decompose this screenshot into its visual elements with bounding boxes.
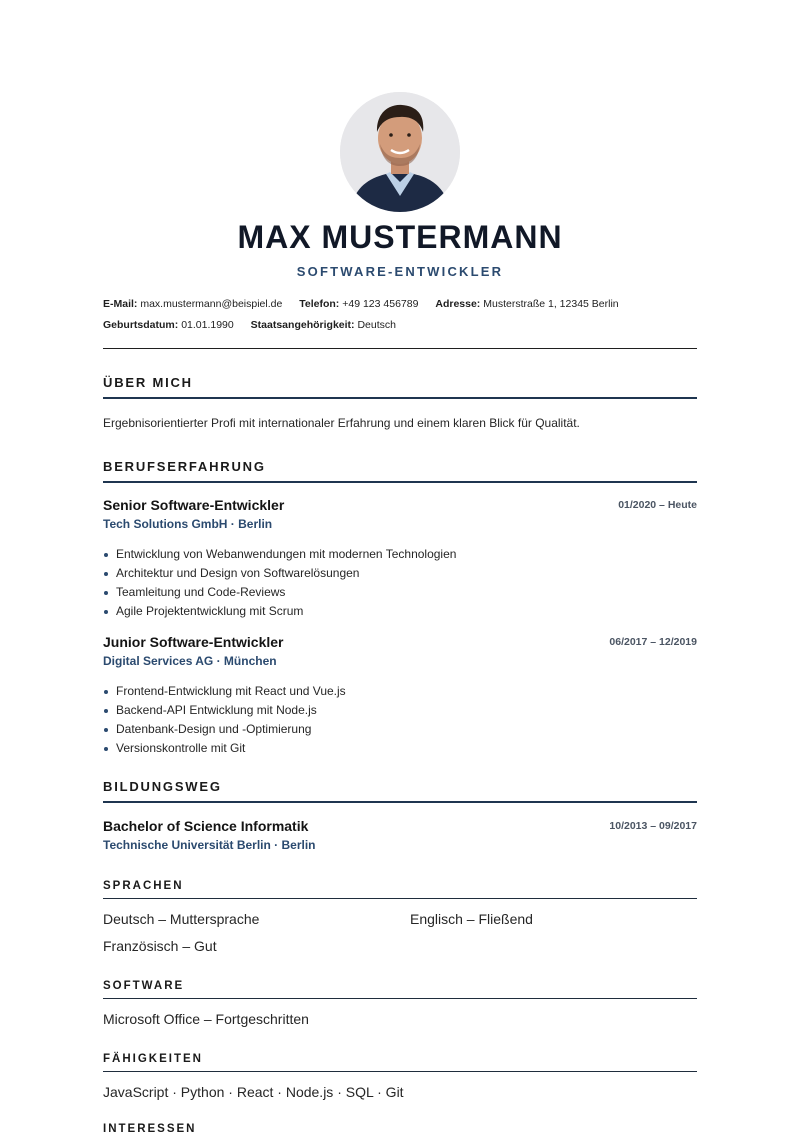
section-software [103, 980, 697, 999]
section-divider [103, 898, 697, 899]
section-education [103, 779, 697, 803]
contact-nationality: Staatsangehörigkeit: Deutsch [250, 319, 396, 331]
contact-email: E-Mail: max.mustermann@beispiel.de [103, 298, 283, 310]
job-date: 06/2017 – 12/2019 [609, 636, 697, 648]
section-title: SPRACHEN [103, 880, 184, 892]
degree-title: Bachelor of Science Informatik [103, 818, 309, 834]
list-item: Versionskontrolle mit Git [103, 739, 697, 758]
section-divider [103, 1071, 697, 1072]
section-skills [103, 1053, 697, 1072]
skills-text: JavaScript · Python · React · Node.js · SQL · Git [103, 1084, 404, 1100]
list-item: Frontend-Entwicklung mit React und Vue.js [103, 682, 697, 701]
school-name: Technische Universität Berlin · Berlin [103, 838, 316, 852]
list-item: Datenbank-Design und -Optimierung [103, 720, 697, 739]
section-languages [103, 880, 697, 899]
contact-phone: Telefon: +49 123 456789 [299, 298, 419, 310]
section-about [103, 375, 697, 399]
section-divider [103, 998, 697, 999]
education-date: 10/2013 – 09/2017 [609, 820, 697, 832]
job-date: 01/2020 – Heute [618, 499, 697, 511]
about-text: Ergebnisorientierter Profi mit internationaler Erfahrung und einem klaren Blick für Qualität. [103, 416, 580, 430]
job-company: Tech Solutions GmbH · Berlin [103, 517, 273, 531]
contact-row-1 [103, 298, 697, 310]
education-entry [103, 818, 697, 852]
section-title: FÄHIGKEITEN [103, 1053, 203, 1065]
job-bullets [103, 682, 697, 758]
job-entry [103, 634, 697, 758]
section-divider [103, 801, 697, 803]
section-title: SOFTWARE [103, 980, 185, 992]
list-item: Agile Projektentwicklung mit Scrum [103, 602, 697, 621]
section-title: INTERESSEN [103, 1123, 197, 1135]
candidate-name: MAX MUSTERMANN [237, 219, 563, 255]
profile-photo [340, 92, 460, 212]
list-item: Backend-API Entwicklung mit Node.js [103, 701, 697, 720]
language-item: Französisch – Gut [103, 938, 217, 954]
section-title: BILDUNGSWEG [103, 779, 222, 794]
list-item: Entwicklung von Webanwendungen mit modernen Technologien [103, 545, 697, 564]
job-bullets [103, 545, 697, 621]
language-item: Deutsch – Muttersprache [103, 911, 260, 927]
section-divider [103, 481, 697, 483]
section-title: ÜBER MICH [103, 375, 193, 390]
job-company: Digital Services AG · München [103, 654, 277, 668]
list-item: Architektur und Design von Softwarelösungen [103, 564, 697, 583]
contact-row-2 [103, 319, 697, 331]
contact-birthdate: Geburtsdatum: 01.01.1990 [103, 319, 234, 331]
list-item: Teamleitung und Code-Reviews [103, 583, 697, 602]
section-divider [103, 397, 697, 399]
section-experience [103, 459, 697, 483]
resume-page [103, 0, 697, 1135]
contact-address: Adresse: Musterstraße 1, 12345 Berlin [435, 298, 619, 310]
job-title: Junior Software-Entwickler [103, 634, 284, 650]
software-text: Microsoft Office – Fortgeschritten [103, 1011, 309, 1027]
header-divider [103, 348, 697, 349]
section-interests [103, 1123, 697, 1135]
job-title: Senior Software-Entwickler [103, 497, 285, 513]
section-title: BERUFSERFAHRUNG [103, 459, 266, 474]
person-icon [340, 92, 460, 212]
candidate-title: SOFTWARE-ENTWICKLER [296, 264, 504, 279]
job-entry [103, 497, 697, 621]
language-item: Englisch – Fließend [410, 911, 533, 927]
